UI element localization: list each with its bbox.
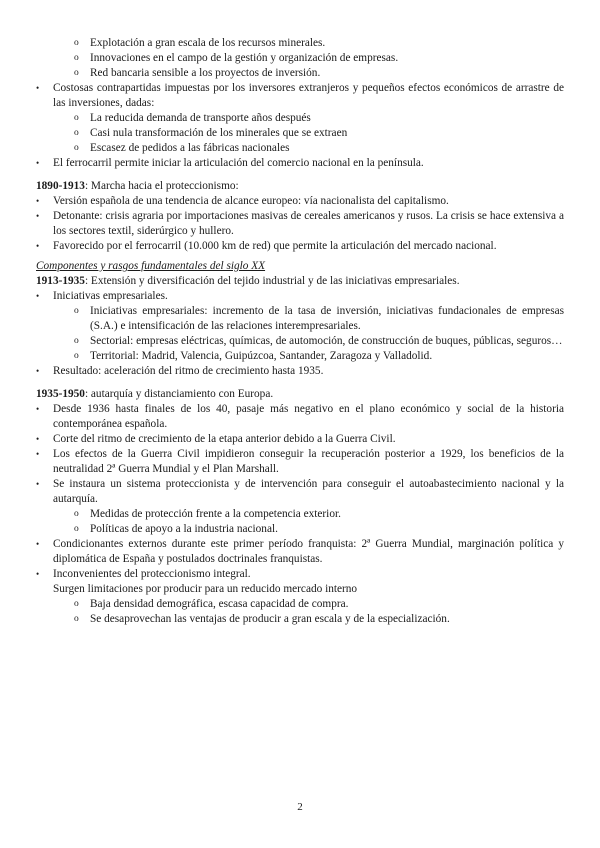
bullet-icon: • xyxy=(36,211,40,221)
list-item: • Costosas contrapartidas impuestas por los inversores extranjeros y pequeños efectos económicos de arrastre de las inversiones, dadas: xyxy=(36,82,564,109)
bullet-icon: • xyxy=(36,241,40,251)
sub-bullet-icon: o xyxy=(74,614,79,624)
list-item: • Corte del ritmo de crecimiento de la etapa anterior debido a la Guerra Civil. xyxy=(36,433,396,445)
list-item: o Escasez de pedidos a las fábricas nacionales xyxy=(74,142,290,154)
list-item: o Se desaprovechan las ventajas de producir a gran escala y de la especialización. xyxy=(74,613,450,625)
list-item: • Resultado: aceleración del ritmo de crecimiento hasta 1935. xyxy=(36,365,324,377)
page-number: 2 xyxy=(297,801,303,813)
list-item: • Inconvenientes del proteccionismo integral. xyxy=(36,568,251,580)
sub-bullet-icon: o xyxy=(74,351,79,361)
list-item: o La reducida demanda de transporte años después xyxy=(74,112,311,124)
sub-bullet-icon: o xyxy=(74,524,79,534)
list-item: • Se instaura un sistema proteccionista y de intervención para conseguir el autoabastecimiento nacional y la autarquía. xyxy=(36,478,564,505)
list-item: o Sectorial: empresas eléctricas, químicas, de automoción, de construcción de buques, públicas, seguros… xyxy=(74,335,563,347)
list-item: o Red bancaria sensible a los proyectos de inversión. xyxy=(74,67,321,79)
list-item: o Casi nula transformación de los minerales que se extraen xyxy=(74,127,348,139)
list-item: o Políticas de apoyo a la industria nacional. xyxy=(74,523,278,535)
page-content xyxy=(36,36,564,627)
continuation-text: Surgen limitaciones por producir para un reducido mercado interno xyxy=(53,583,358,595)
list-item: • Desde 1936 hasta finales de los 40, pasaje más negativo en el plano económico y social de la historia contemporánea española. xyxy=(36,403,564,430)
bullet-icon: • xyxy=(36,434,40,444)
bullet-icon: • xyxy=(36,569,40,579)
sub-bullet-icon: o xyxy=(74,53,79,63)
sub-bullet-icon: o xyxy=(74,143,79,153)
list-item: • Versión española de una tendencia de alcance europeo: vía nacionalista del capitalismo. xyxy=(36,195,449,207)
sub-bullet-icon: o xyxy=(74,113,79,123)
list-item: o Medidas de protección frente a la competencia exterior. xyxy=(74,508,341,520)
bullet-icon: • xyxy=(36,479,40,489)
bullet-icon: • xyxy=(36,404,40,414)
sub-bullet-icon: o xyxy=(74,336,79,346)
section-heading-1890: 1890-1913: Marcha hacia el proteccionismo: xyxy=(36,180,239,192)
list-item: • El ferrocarril permite iniciar la articulación del comercio nacional en la península. xyxy=(36,157,424,169)
bullet-icon: • xyxy=(36,366,40,376)
list-item: o Iniciativas empresariales: incremento de la tasa de inversión, iniciativas fundacionales de empresas (S.A.) e intensificación de las relaciones interempresariales. xyxy=(74,305,564,332)
sub-bullet-icon: o xyxy=(74,599,79,609)
section-heading-1935: 1935-1950: autarquía y distanciamiento con Europa. xyxy=(36,388,274,400)
bullet-icon: • xyxy=(36,449,40,459)
section-heading-1913: 1913-1935: Extensión y diversificación del tejido industrial y de las iniciativas empresariales. xyxy=(36,275,460,287)
sub-bullet-icon: o xyxy=(74,128,79,138)
bullet-icon: • xyxy=(36,196,40,206)
list-item: o Baja densidad demográfica, escasa capacidad de compra. xyxy=(74,598,349,610)
components-heading: Componentes y rasgos fundamentales del siglo XX xyxy=(36,260,266,272)
list-item: o Territorial: Madrid, Valencia, Guipúzcoa, Santander, Zaragoza y Valladolid. xyxy=(74,350,433,362)
list-item: • Los efectos de la Guerra Civil impidieron conseguir la recuperación posterior a 1929, los beneficios de la neutralidad 2ª Guerra Mundial y el Plan Marshall. xyxy=(36,448,564,475)
bullet-icon: • xyxy=(36,158,40,168)
list-item: • Favorecido por el ferrocarril (10.000 km de red) que permite la articulación del mercado nacional. xyxy=(36,240,497,252)
list-item: o Innovaciones en el campo de la gestión y organización de empresas. xyxy=(74,52,399,64)
sub-bullet-icon: o xyxy=(74,38,79,48)
list-item: • Iniciativas empresariales. xyxy=(36,290,168,302)
bullet-icon: • xyxy=(36,539,40,549)
bullet-icon: • xyxy=(36,83,40,93)
list-item: • Condicionantes externos durante este primer período franquista: 2ª Guerra Mundial, marginación política y diplomática de España y postulados doctrinales franquistas. xyxy=(36,538,564,565)
list-item: • Detonante: crisis agraria por importaciones masivas de cereales americanos y rusos. La crisis se hace extensiva a los sectores textil, siderúrgico y hullero. xyxy=(36,210,564,237)
bullet-icon: • xyxy=(36,291,40,301)
sub-bullet-icon: o xyxy=(74,68,79,78)
list-item: o Explotación a gran escala de los recursos minerales. xyxy=(74,37,326,49)
sub-bullet-icon: o xyxy=(74,306,79,316)
sub-bullet-icon: o xyxy=(74,509,79,519)
